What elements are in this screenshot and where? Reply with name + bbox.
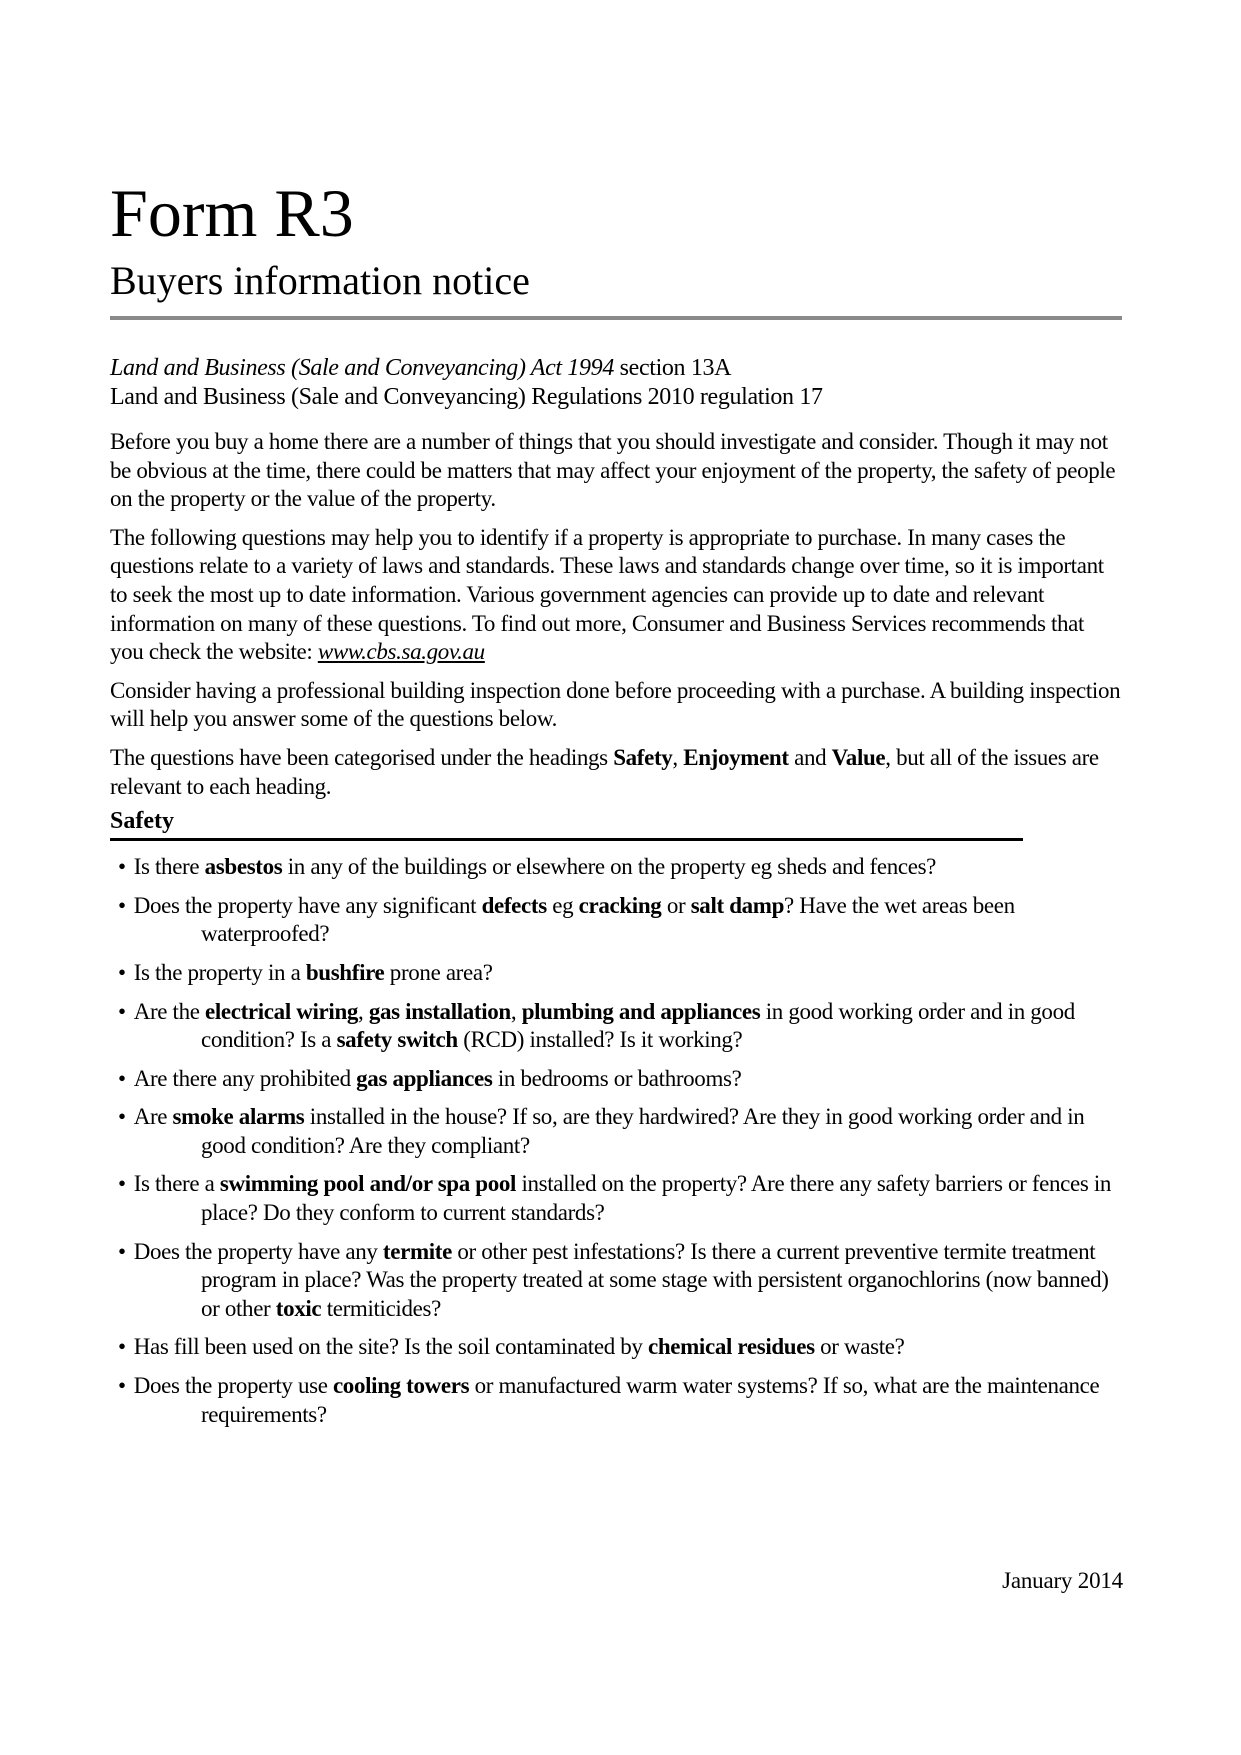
text-segment: swimming pool and/or spa pool (219, 1171, 517, 1197)
text-segment: , (358, 998, 369, 1024)
legal-reference-act (110, 354, 1122, 383)
safety-question-gas-appliances (110, 1065, 1122, 1094)
intro-paragraph-questions (110, 524, 1122, 667)
text-segment: prone area? (384, 959, 493, 985)
text-segment: Enjoyment (683, 744, 789, 770)
safety-question-list (110, 853, 1122, 1429)
safety-question-swimming-pool (110, 1170, 1122, 1227)
text-segment: Is the property in a (133, 959, 306, 985)
text-segment: chemical residues (647, 1334, 815, 1360)
text-segment: Has fill been used on the site? Is the soil contaminated by (133, 1334, 648, 1360)
text-segment: Are the (133, 998, 205, 1024)
text-segment: Value (831, 744, 886, 770)
text-segment: (RCD) installed? Is it working? (457, 1027, 743, 1053)
intro-paragraph-investigate (110, 428, 1122, 514)
text-segment: asbestos (204, 854, 283, 880)
text-segment: , (672, 744, 684, 770)
text-segment: Are there any prohibited (133, 1065, 357, 1091)
safety-question-smoke-alarms (110, 1103, 1122, 1160)
text-segment: section 13A (614, 355, 732, 381)
text-segment: Land and Business (Sale and Conveyancing) Regulations 2010 regulation 17 (110, 384, 823, 410)
intro-paragraph-headings (110, 744, 1122, 801)
safety-section-heading (110, 809, 1023, 841)
text-segment: cooling towers (332, 1373, 470, 1399)
text-segment: , (510, 998, 522, 1024)
title-divider-rule (110, 316, 1122, 320)
text-segment: installed on the property? Are there any safety barriers or fences in place? Do they conform to current standards? (201, 1171, 1112, 1226)
text-segment: installed in the house? If so, are they hardwired? Are they in good working order and in good condition? Are they compliant? (201, 1104, 1085, 1158)
text-segment: Safety (613, 744, 673, 770)
website-link[interactable]: www.cbs.sa.gov.au (317, 639, 485, 665)
safety-section-heading-label: Safety (110, 808, 174, 835)
text-segment: defects (481, 892, 547, 918)
text-segment: termiticides? (321, 1295, 441, 1321)
text-segment: in good working order and in good condition? Is a (201, 998, 1075, 1053)
text-segment: or other pest infestations? Is there a current preventive termite treatment program in place? Was the property treated at some stage with persistent organochlorins (now banned) or other (201, 1238, 1109, 1321)
text-segment: Is there a (133, 1171, 220, 1197)
text-segment: safety switch (336, 1027, 458, 1053)
text-segment: electrical wiring (204, 998, 359, 1024)
legal-reference-regulation (110, 383, 1122, 412)
text-segment: or waste? (814, 1334, 905, 1360)
text-segment: Does the property have any (133, 1238, 383, 1264)
text-segment: , but all of the issues are relevant to each heading. (110, 744, 1099, 799)
text-segment: in bedrooms or bathrooms? (492, 1065, 742, 1091)
text-segment: Land and Business (Sale and Conveyancing) Act 1994 (110, 355, 614, 381)
footer-date: January 2014 (1002, 1568, 1123, 1593)
text-segment: Consider having a professional building inspection done before proceeding with a purchase. A building inspection will help you answer some of the questions below. (110, 677, 1121, 732)
text-segment: termite (382, 1238, 452, 1264)
text-segment: ? Have the wet areas been waterproofed? (201, 892, 1015, 947)
text-segment: gas appliances (356, 1065, 493, 1091)
intro-paragraph-inspection (110, 677, 1122, 734)
text-segment: in any of the buildings or elsewhere on the property eg sheds and fences? (282, 854, 937, 880)
safety-question-asbestos (110, 853, 1122, 882)
safety-question-defects (110, 892, 1122, 949)
safety-question-termite (110, 1238, 1122, 1324)
form-title: Buyers information notice (110, 258, 530, 303)
text-segment: or (661, 892, 691, 918)
text-segment: salt damp (690, 892, 785, 918)
text-segment: Does the property use (133, 1373, 333, 1399)
page-content (110, 0, 1122, 1429)
text-segment: smoke alarms (172, 1104, 305, 1130)
text-segment: The questions have been categorised under the headings (110, 744, 614, 770)
safety-question-electrical-gas-plumbing (110, 998, 1122, 1055)
text-segment: Does the property have any significant (133, 892, 482, 918)
text-segment: plumbing and appliances (521, 998, 761, 1024)
text-segment: gas installation (368, 998, 511, 1024)
text-segment: Are (133, 1104, 173, 1130)
text-segment: toxic (275, 1295, 322, 1321)
form-code-title: Form R3 (110, 175, 354, 251)
safety-question-bushfire (110, 959, 1122, 988)
safety-question-fill-chemical (110, 1333, 1122, 1362)
text-segment: or manufactured warm water systems? If so, what are the maintenance requirements? (201, 1373, 1100, 1427)
text-segment: Before you buy a home there are a number of things that you should investigate and consider. Though it may not be obvious at the time, there could be matters that may affect your enjoyment of the property, the safety of people on the property or the value of the property. (110, 429, 1116, 512)
safety-question-cooling-towers (110, 1372, 1122, 1429)
text-segment: bushfire (305, 959, 385, 985)
text-segment: cracking (578, 892, 662, 918)
text-segment: and (788, 744, 832, 770)
text-segment: Is there (133, 854, 205, 880)
text-segment: The following questions may help you to identify if a property is appropriate to purchase. In many cases the questions relate to a variety of laws and standards. These laws and standards change over time, so it is important to seek the most up to date information. Various government agencies can provide up to date and relevant information on many of these questions. To find out more, Consumer and Business Services recommends that you check the website: (110, 524, 1104, 665)
text-segment: eg (546, 892, 579, 918)
